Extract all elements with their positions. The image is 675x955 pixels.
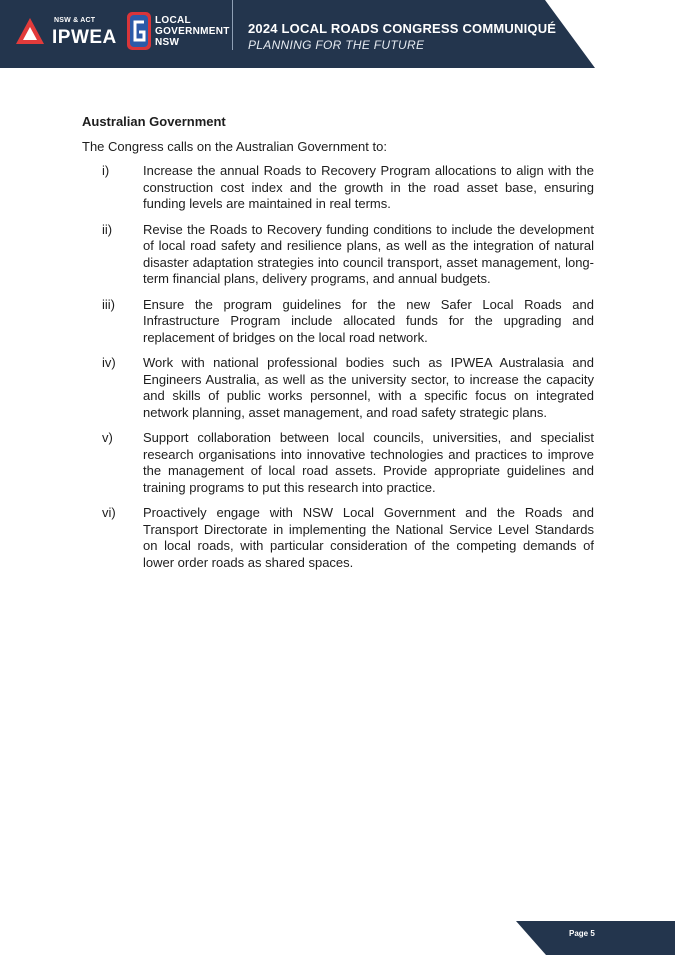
- main-content: [82, 114, 594, 580]
- ipwea-region-label: NSW & ACT: [54, 17, 96, 24]
- lg-line: NSW: [155, 37, 180, 48]
- list-item-number: v): [102, 430, 113, 445]
- page-number: Page 5: [569, 929, 595, 938]
- list-item: [82, 505, 594, 571]
- list-item-text: Proactively engage with NSW Local Government and the Roads and Transport Directorate in implementing the National Service Level Standards on local roads, with particular consideration of the competing demands of lower order roads as shared spaces.: [143, 505, 594, 570]
- local-government-nsw-logo: [127, 10, 230, 56]
- lg-line: LOCAL: [155, 15, 191, 26]
- intro-paragraph: The Congress calls on the Australian Government to:: [82, 138, 387, 154]
- list-item: [82, 297, 594, 347]
- list-item: [82, 222, 594, 288]
- lg-wordmark: [155, 15, 230, 48]
- document-title: 2024 LOCAL ROADS CONGRESS COMMUNIQUÉ: [248, 21, 557, 36]
- section-heading: Australian Government: [82, 114, 226, 129]
- list-item-number: i): [102, 163, 110, 178]
- ipwea-logo: [16, 12, 116, 54]
- ipwea-triangle-icon: [16, 18, 44, 44]
- list-item: [82, 355, 594, 421]
- lg-line: GOVERNMENT: [155, 26, 230, 37]
- list-item-number: ii): [102, 221, 113, 237]
- list-item-text: Work with national professional bodies such as IPWEA Australasia and Engineers Australia, as well as the university sector, to increase the capacity and skills of public works personnel, with a specific focus on integrated network planning, asset management, and road safety strategic plans.: [143, 355, 594, 420]
- list-item: [82, 430, 594, 496]
- lg-g-icon: [127, 12, 151, 50]
- recommendation-list: [82, 163, 594, 571]
- list-item: [82, 163, 594, 213]
- list-item-text: Revise the Roads to Recovery funding conditions to include the development of local road safety and resilience plans, as well as the integration of natural disaster adaptation strategies into council transport, asset management, long-term financial plans, delivery programs, and annual budgets.: [143, 221, 594, 286]
- list-item-text: Support collaboration between local councils, universities, and specialist research organisations into innovative technologies and practices to improve the management of local road assets. Provide appropriate guidelines and training programs to put this research into practice.: [143, 430, 594, 495]
- list-item-number: iii): [102, 296, 115, 312]
- header-divider: [232, 0, 233, 50]
- list-item-number: iv): [102, 355, 116, 370]
- ipwea-wordmark: IPWEA: [52, 27, 117, 48]
- footer-banner: [516, 921, 675, 955]
- document-subtitle: PLANNING FOR THE FUTURE: [248, 38, 425, 52]
- list-item-text: Increase the annual Roads to Recovery Program allocations to align with the construction cost index and the growth in the road asset base, ensuring funding levels are maintained in real terms.: [143, 163, 594, 211]
- list-item-text: Ensure the program guidelines for the new Safer Local Roads and Infrastructure Program include allocated funds for the upgrading and replacement of bridges on the local road network.: [143, 296, 594, 345]
- list-item-number: vi): [102, 505, 116, 520]
